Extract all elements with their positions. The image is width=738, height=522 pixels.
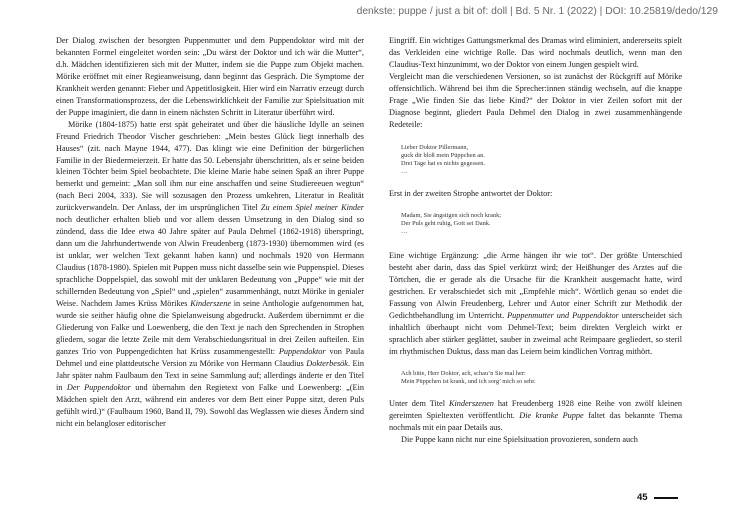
footer-rule: [654, 497, 678, 499]
text-run: von Paula Dehmel und eine plattdeutsche Version zu Mörike von Hermann Claudius: [56, 346, 364, 368]
text-run: und übernahm den Regietext von Falke und Loewenberg: „(Ein Mädchen spielt den Arzt, während ein anderes vor dem Bett einer Puppe sitzt, deren Puls gefühlt wird.)“ (Faulbaum 1960, Band II, 79). Sowohl das Weglassen wie dieses Ändern sind nicht ein belangloser editorischer: [56, 382, 364, 428]
poem-quote: [389, 144, 682, 176]
paragraph: [389, 398, 682, 434]
poem-line: Madam, Sie ängstigen sich noch krank;: [401, 211, 502, 219]
poem-line: Drei Tage hat es nichts gegessen.: [401, 159, 485, 167]
left-text-column: [56, 35, 364, 429]
poem-line: …: [401, 167, 408, 175]
italic-title: Dokterbesök: [306, 358, 348, 368]
italic-title: Die kranke Puppe: [519, 410, 584, 420]
page-number: 45: [637, 492, 648, 503]
italic-title: Kinderszenen: [448, 399, 494, 408]
text-run: Mörike (1804-1875) hatte erst spät geheiratet und über die häusliche Idylle an seinen Freund Friedrich Theodor Vischer geschrieben: „Mein bestes Glück liegt innerhalb des Hauses“ (zit. nach Mayne 1944, 477). Das klingt wie eine Definition der bürgerlichen Familie in der Biedermeierzeit. Er hatte das 50. Lebensjahr überschritten, als er seine beiden kleinen Töchter beim Spiel beobachtete. Die kleine Marie habe seinen Spaß an ihrer Puppe bemerkt und gemeint: „Man soll ihm nur eine anschaffen und seine Studiereeuen wegtun“ (nach Beci 2004, 333). Sie will sozusagen den Prozess umkehren, Literatur in Realität zurückverwandeln. Der Anlass, der im ursprünglichen Titel: [56, 119, 364, 213]
paragraph: [389, 250, 682, 358]
text-run: unterscheidet sich inhaltlich überhaupt nicht vom Dehmel-Text; beim direkten Vergleich wirkt er sprachlich aber stärker geglättet, sauber in zweimal acht Reimpaare gegliedert, so steril im rhythmischen Duktus, dass man das Leiern beim kindlichen Vortrag mithört.: [389, 311, 683, 356]
poem-line: guck dir bloß mein Püppchen an.: [401, 151, 485, 159]
paragraph: Vergleicht man die verschiedenen Versionen, so ist zunächst der Rückgriff auf Mörike offensichtlich. Während bei ihm die Sprecher:innen ständig wechseln, auf die knappe Frage „Wie finden Sie das liebe Kind?“ der Doktor in vier Zeilen sofort mit der Diagnose beginnt, gliedert Paula Dehmel den Dialog in zwei zusammenhängende Redeteile:: [389, 71, 682, 129]
text-run: Unter dem Titel: [389, 399, 449, 408]
text-run: noch deutlicher erhalten blieb und vor allem dessen Umsetzung in den Dialog sind so zündend, dass die Idee etwa 40 Jahre später auf Paula Dehmel (1862-1918) überspringt, dann um die Jahrhundertwende von Alwin Freudenberg (1873-1930) übernommen wird (es ist unklar, wer welchen Text gekannt haben kann) und nochmals 1920 von Hermann Claudius (1878-1980). Spielen mit Puppen muss nicht dasselbe sein wie Puppenspiel. Dieses sprachliche Doppelspiel, das sowohl mit der unklaren Bedeutung von „Puppe“ wie mit der schillernden Bedeutung von „Spiel“ und „spielen“ zusammenhängt, nutzt Mörike in genialer Weise. Nachdem James Krüss Mörikes: [56, 215, 364, 308]
italic-title: Zu einem Spiel meiner Kinder: [260, 203, 365, 213]
paragraph: [56, 119, 364, 430]
poem-quote: [389, 212, 682, 236]
journal-citation-header: denkste: puppe / just a bit of: doll | Bd. 5 Nr. 1 (2022) | DOI: 10.25819/dedo/129: [356, 6, 718, 17]
italic-title: Puppenmutter und Puppendoktor: [507, 311, 619, 320]
italic-title: Puppendoktor: [278, 346, 326, 356]
poem-line: …: [401, 228, 408, 236]
poem-line: Der Puls geht ruhig, Gott sei Dank.: [401, 220, 491, 228]
italic-title: Kinderszene: [190, 298, 231, 308]
text-run: . Ein Jahr später nahm Faulbaum den Text in seine Sammlung auf; allerdings änderte er den Titel in: [56, 358, 364, 392]
italic-title: Der Puppendoktor: [66, 382, 131, 392]
text-run: Eine wichtige Ergänzung: „die Arme hängen ihr wie tot“. Der größte Unterschied besteht aber darin, dass das Spiel verkürzt wird; der Heißhunger des Arztes auf die Törtchen, die er gerade als die Ursache für die Krankheit ausgemacht hatte, wird gestrichen. Er verabschiedet sich mit „Empfehle mich“. Wörtlich genau so endet die Fassung von Alwin Freudenberg, Lehrer und Autor einer Schrift zur Methodik der Gedichtbehandlung im Unterricht.: [389, 251, 682, 320]
poem-line: Lieber Doktor Pillermann,: [401, 143, 469, 151]
right-text-column: [389, 35, 682, 446]
poem-line: Mein Püppchen ist krank, und ich sorg’ mich so sehr.: [401, 377, 536, 385]
text-run: faltet das bekannte Thema nochmals mit ein paar Details aus.: [389, 410, 682, 432]
paragraph: Erst in der zweiten Strophe antwortet der Doktor:: [389, 189, 553, 198]
paragraph: Eingriff. Ein wichtiges Gattungsmerkmal des Dramas wird eliminiert, andererseits spielt das Verkleiden eine wichtige Rolle. Das wird nochmals deutlich, wenn man den Claudius-Text hinzunimmt, wo der Doktor von einem Jungen gespielt wird.: [389, 36, 682, 69]
paragraph: [56, 35, 364, 119]
text-run: hat Freudenberg 1928 eine Reihe von zwölf kleinen gereimten Spieltexten veröffentlicht.: [389, 399, 682, 420]
page-footer: [637, 492, 678, 503]
poem-line: Ach bitte, Herr Doktor, ach, schau’n Sie mal her:: [401, 369, 526, 377]
text-run: in seine Anthologie aufgenommen hat, wurde sie seither häufig ohne die Spielanweisung abgedruckt. Außerdem übernimmt er die Gliederung von Falke und Loewenberg, die den Text je nach den Sprechenden in Strophen gliedern, sogar die letzte Zeile mit dem Verabschiedungsritual in drei Zeilen aufteilen. Ein ganzes Trio von Puppengedichten hat Krüss zusammengestellt:: [56, 298, 364, 356]
poem-quote: [389, 370, 682, 386]
text-run: Der Dialog zwischen der besorgten Puppenmutter und dem Puppendoktor wird mit der bekannten Formel eingeleitet worden sein: „Du wärst der Doktor und ich wär die Mutter“, d.h. Mädchen identifizieren sich mit der Mutter, indem sie die Puppe zum Objekt machen. Mörike eröffnet mit einer Regieanweisung, dann beginnt das Gespräch. Die Symptome der Krankheit werden genannt: Fieber und Appetitlosigkeit. Hier wird ein Narrativ erzeugt durch einen Transformationsprozess, der die Lebenswirklichkeit der Familie zur Spielsituation mit der Puppe imaginiert, die dann in einem nächsten Schritt in Literatur überführt wird.: [56, 36, 364, 117]
paragraph: Die Puppe kann nicht nur eine Spielsituation provozieren, sondern auch: [401, 434, 638, 444]
